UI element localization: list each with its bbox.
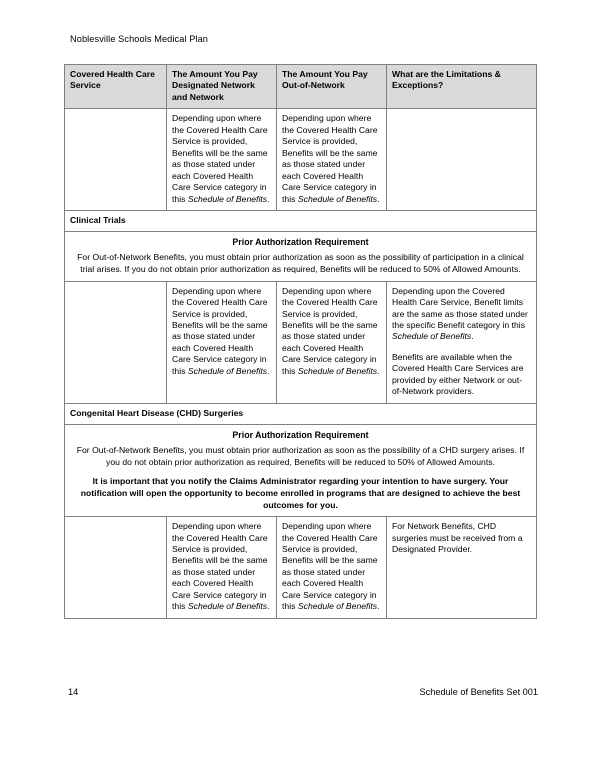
benefit-text-pre: Depending upon where the Covered Health Care Service is provided, Benefits will be the same as those stated under each Covered Health Care Service category in this [172, 285, 268, 376]
cell-limitations [387, 281, 537, 403]
limitations-paragraph-2 [392, 352, 531, 398]
benefit-text-pre: Depending upon where the Covered Health Care Service is provided, Benefits will be the same as those stated under each Covered Health Care Service category in this [282, 113, 378, 204]
table-row [65, 109, 537, 211]
schedule-of-benefits-italic: Schedule of Benefits [297, 193, 378, 204]
limitations-text-pre: Depending upon the Covered Health Care Service, Benefit limits are the same as those stated under the specific Benefit category in this [392, 285, 528, 330]
schedule-of-benefits-italic: Schedule of Benefits [187, 365, 268, 376]
benefit-text-post: . [377, 365, 380, 376]
cell-out-of-network-benefit [277, 109, 387, 211]
table-row [65, 517, 537, 619]
notice-body-emphasis: It is important that you notify the Claims Administrator regarding your intention to have surgery. Your notification will open the opportunity to become enrolled in programs that are designed to achieve the best outcomes for you. [80, 476, 521, 510]
column-header-network-amount: The Amount You Pay Designated Network and Network [167, 65, 277, 109]
cell-service-blank [65, 281, 167, 403]
cell-network-benefit [167, 517, 277, 619]
standard-benefit-paragraph [282, 286, 381, 378]
standard-benefit-paragraph [172, 286, 271, 378]
page-footer [68, 686, 538, 698]
standard-benefit-paragraph [172, 521, 271, 613]
benefit-text-post: . [377, 193, 380, 204]
section-row-clinical-trials [65, 210, 537, 231]
notice-row-clinical-trials [65, 232, 537, 281]
column-header-out-of-network-amount: The Amount You Pay Out-of-Network [277, 65, 387, 109]
benefit-text-post: . [267, 601, 270, 612]
cell-out-of-network-benefit [277, 517, 387, 619]
table-row [65, 281, 537, 403]
limitations-text-2: Benefits are available when the Covered Health Care Services are provided by either Network or out-of-Network providers. [392, 351, 524, 397]
running-head: Noblesville Schools Medical Plan [70, 34, 209, 44]
prior-authorization-notice [65, 232, 537, 281]
schedule-of-benefits-table [64, 64, 537, 619]
benefit-text-pre: Depending upon where the Covered Health Care Service is provided, Benefits will be the same as those stated under each Covered Health Care Service category in this [282, 521, 378, 612]
schedule-of-benefits-italic: Schedule of Benefits [187, 601, 268, 612]
section-title-clinical-trials: Clinical Trials [65, 210, 537, 231]
schedule-of-benefits-italic: Schedule of Benefits [297, 601, 378, 612]
footer-page-number: 14 [68, 687, 79, 697]
limitations-paragraph: For Network Benefits, CHD surgeries must be received from a Designated Provider. [392, 521, 523, 555]
schedule-of-benefits-italic: Schedule of Benefits [297, 365, 378, 376]
notice-row-chd-surgeries [65, 425, 537, 517]
notice-title: Prior Authorization Requirement [232, 430, 369, 441]
footer-set-label: Schedule of Benefits Set 001 [419, 687, 538, 697]
column-header-limitations: What are the Limitations & Exceptions? [387, 65, 537, 109]
benefit-text-pre: Depending upon where the Covered Health Care Service is provided, Benefits will be the same as those stated under each Covered Health Care Service category in this [172, 113, 268, 204]
section-title-chd-surgeries: Congenital Heart Disease (CHD) Surgeries [65, 403, 537, 424]
notice-body: For Out-of-Network Benefits, you must obtain prior authorization as soon as the possibility of a CHD surgery arises. If you do not obtain prior authorization as required, Benefits will be reduced to 50% of Allowed Amounts. [76, 445, 525, 467]
schedule-of-benefits-italic: Schedule of Benefits [187, 193, 268, 204]
cell-limitations [387, 517, 537, 619]
prior-authorization-notice [65, 425, 537, 517]
cell-network-benefit [167, 281, 277, 403]
cell-limitations-blank [387, 109, 537, 211]
limitations-text-post: . [471, 331, 474, 342]
schedule-of-benefits-italic: Schedule of Benefits [392, 331, 472, 342]
standard-benefit-paragraph [282, 521, 381, 613]
cell-service-blank [65, 517, 167, 619]
limitations-paragraph-1 [392, 286, 531, 343]
standard-benefit-paragraph [172, 113, 271, 205]
notice-title: Prior Authorization Requirement [232, 237, 369, 248]
cell-service-blank [65, 109, 167, 211]
cell-network-benefit [167, 109, 277, 211]
benefit-text-post: . [267, 193, 270, 204]
table-header-row [65, 65, 537, 109]
benefit-text-pre: Depending upon where the Covered Health Care Service is provided, Benefits will be the same as those stated under each Covered Health Care Service category in this [172, 521, 268, 612]
column-header-covered-service: Covered Health Care Service [65, 65, 167, 109]
cell-out-of-network-benefit [277, 281, 387, 403]
benefit-text-post: . [267, 365, 270, 376]
notice-body: For Out-of-Network Benefits, you must obtain prior authorization as soon as the possibility of participation in a clinical trial arises. If you do not obtain prior authorization as required, Benefits will be reduced to 50% of Allowed Amounts. [77, 252, 524, 275]
benefit-text-pre: Depending upon where the Covered Health Care Service is provided, Benefits will be the same as those stated under each Covered Health Care Service category in this [282, 285, 378, 376]
standard-benefit-paragraph [282, 113, 381, 205]
benefit-text-post: . [377, 601, 380, 612]
section-row-chd-surgeries [65, 403, 537, 424]
